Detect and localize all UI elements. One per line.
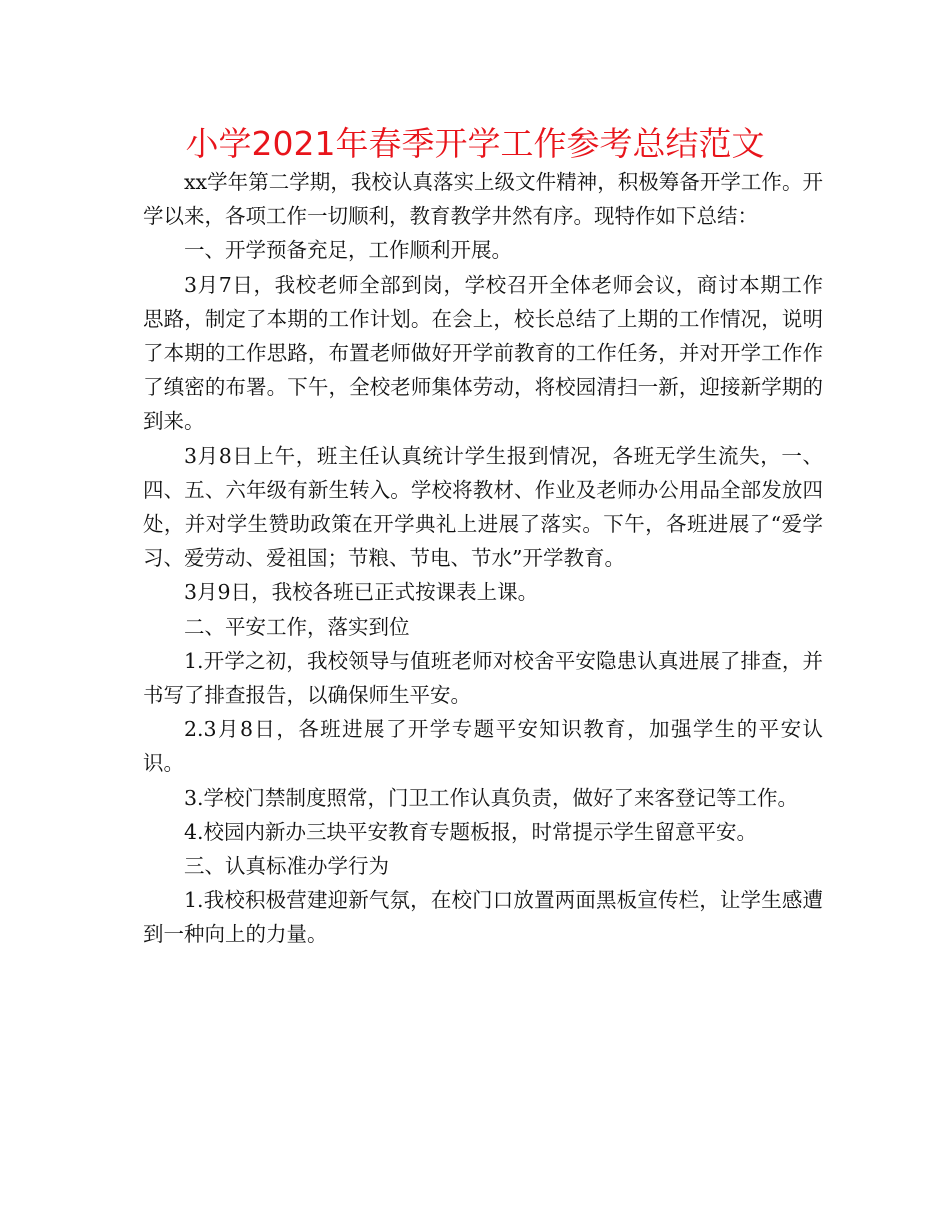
section-heading-2: 二、平安工作，落实到位	[184, 614, 410, 639]
paragraph-march-9: 3月9日，我校各班已正式按课表上课。	[184, 580, 539, 605]
paragraph-intro: xx学年第二学期，我校认真落实上级文件精神，积极筹备开学工作。开学以来，各项工作一切顺利，教育教学井然有序。现特作如下总结：	[143, 170, 823, 229]
list-item-safety-2: 2.3月8日，各班进展了开学专题平安知识教育，加强学生的平安认识。	[143, 717, 823, 776]
section-heading-3: 三、认真标准办学行为	[184, 854, 389, 879]
list-item-safety-4: 4.校园内新办三块平安教育专题板报，时常提示学生留意平安。	[184, 819, 758, 844]
paragraph-march-8: 3月8日上午，班主任认真统计学生报到情况，各班无学生流失，一、四、五、六年级有新生转入。学校将教材、作业及老师办公用品全部发放四处，并对学生赞助政策在开学典礼上进展了落实。下午，各班进展了“爱学习、爱劳动、爱祖国；节粮、节电、节水”开学教育。	[143, 443, 823, 571]
document-body	[143, 165, 823, 952]
paragraph-march-7: 3月7日，我校老师全部到岗，学校召开全体老师会议，商讨本期工作思路，制定了本期的工作计划。在会上，校长总结了上期的工作情况，说明了本期的工作思路，布置老师做好开学前教育的工作任务，并对开学工作作了缜密的布署。下午，全校老师集体劳动，将校园清扫一新，迎接新学期的到来。	[143, 272, 823, 434]
section-heading-1: 一、开学预备充足，工作顺利开展。	[184, 238, 512, 263]
document-title: 小学2021年春季开学工作参考总结范文	[185, 124, 765, 163]
list-item-conduct-1: 1.我校积极营建迎新气氛，在校门口放置两面黑板宣传栏，让学生感遭到一种向上的力量。	[143, 888, 823, 947]
list-item-safety-3: 3.学校门禁制度照常，门卫工作认真负责，做好了来客登记等工作。	[184, 785, 799, 810]
list-item-safety-1: 1.开学之初，我校领导与值班老师对校舍平安隐患认真进展了排查，并书写了排查报告，以确保师生平安。	[143, 648, 823, 708]
